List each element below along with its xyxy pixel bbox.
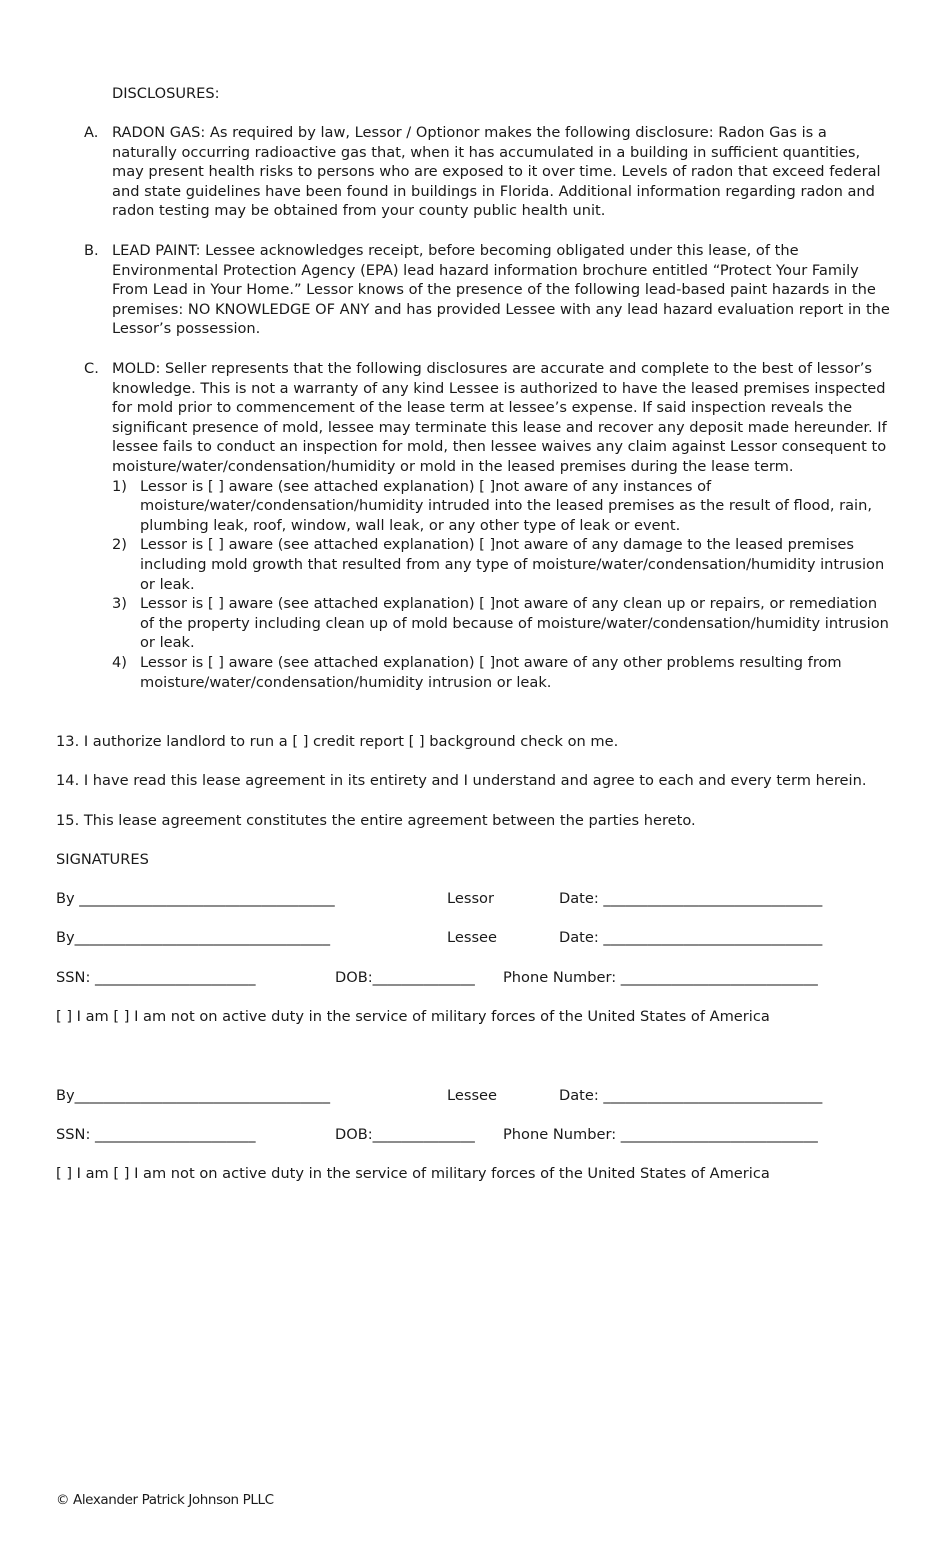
disclosure-label: A. (84, 124, 99, 141)
disclosure-lead-paint (84, 241, 894, 339)
clause-15: 15. This lease agreement constitutes the entire agreement between the parties hereto. (56, 812, 696, 829)
clause-14: 14. I have read this lease agreement in its entirety and I understand and agree to each and every term herein. (56, 772, 867, 789)
lessee2-dob-line[interactable]: DOB:______________ (335, 1126, 475, 1143)
mold-sub-item-3 (112, 594, 894, 653)
lessee2-ssn-line[interactable]: SSN: ______________________ (56, 1126, 256, 1143)
disclosure-text: RADON GAS: As required by law, Lessor / Optionor makes the following disclosure: Radon Gas is a naturally occurring radioactive gas that, when it has accumulated in a building in sufficient quantities, may present health risks to persons who are exposed to it over time. Levels of radon that exceed federal and state guidelines have been found in buildings in Florida. Additional information regarding radon and radon testing may be obtained from your county public health unit. (112, 124, 881, 220)
sub-item-number: 2) (112, 536, 127, 554)
lessor-date-line[interactable]: Date: ______________________________ (559, 890, 823, 907)
mold-sub-item-4 (112, 653, 894, 692)
sub-item-number: 3) (112, 595, 127, 613)
lessee2-signature-line[interactable]: By___________________________________ (56, 1087, 331, 1104)
lessee1-military-status: [ ] I am [ ] I am not on active duty in the service of military forces of the United States of America (56, 1008, 770, 1025)
clause-13: 13. I authorize landlord to run a [ ] credit report [ ] background check on me. (56, 733, 619, 750)
lessee1-role-label: Lessee (447, 929, 498, 946)
lessee2-military-status: [ ] I am [ ] I am not on active duty in the service of military forces of the United States of America (56, 1165, 770, 1182)
lessee1-signature-line[interactable]: By___________________________________ (56, 929, 331, 946)
lessor-signature-line[interactable]: By ___________________________________ (56, 890, 335, 907)
disclosure-text: LEAD PAINT: Lessee acknowledges receipt, before becoming obligated under this lease, of the Environmental Protection Agency (EPA) lead hazard information brochure entitled “Protect Your Family From Lead in Your Home.” Lessor knows of the presence of the following lead-based paint hazards in the premises: NO KNOWLEDGE OF ANY and has provided Lessee with any lead hazard evaluation report in the Lessor’s possession. (112, 242, 890, 338)
sub-item-text: Lessor is [ ] aware (see attached explanation) [ ]not aware of any damage to the leased premises including mold growth that resulted from any type of moisture/water/condensation/humidity intrusion or leak. (140, 536, 885, 593)
lessee2-phone-line[interactable]: Phone Number: ___________________________ (503, 1126, 818, 1143)
lessee1-date-line[interactable]: Date: ______________________________ (559, 929, 823, 946)
copyright-footer: © Alexander Patrick Johnson PLLC (56, 1492, 274, 1508)
lessee1-phone-line[interactable]: Phone Number: ___________________________ (503, 969, 818, 986)
lessee2-date-line[interactable]: Date: ______________________________ (559, 1087, 823, 1104)
signatures-heading: SIGNATURES (56, 851, 149, 868)
lessee2-role-label: Lessee (447, 1087, 498, 1104)
disclosure-mold (84, 359, 894, 692)
lessor-role-label: Lessor (447, 890, 494, 907)
sub-item-text: Lessor is [ ] aware (see attached explanation) [ ]not aware of any other problems resulting from moisture/water/condensation/humidity intrusion or leak. (140, 653, 842, 691)
sub-item-number: 1) (112, 477, 127, 495)
disclosure-label: B. (84, 242, 99, 259)
mold-sub-item-1 (112, 477, 894, 536)
lessee1-ssn-line[interactable]: SSN: ______________________ (56, 969, 256, 986)
disclosure-label: C. (84, 360, 99, 377)
sub-item-text: Lessor is [ ] aware (see attached explanation) [ ]not aware of any clean up or repairs, or remediation of the property including clean up of mold because of moisture/water/condensation/humidity intrusion or leak. (140, 595, 889, 652)
sub-item-number: 4) (112, 653, 127, 671)
disclosure-text: MOLD: Seller represents that the following disclosures are accurate and complete to the best of lessor’s knowledge. This is not a warranty of any kind Lessee is authorized to have the leased premises inspected for mold prior to commencement of the lease term at lessee’s expense. If said inspection reveals the significant presence of mold, lessee may terminate this lease and recover any deposit made hereunder. If lessee fails to conduct an inspection for mold, then lessee waives any claim against Lessor consequent to moisture/water/condensation/humidity or mold in the leased premises during the lease term. (112, 360, 887, 475)
disclosures-heading: DISCLOSURES: (112, 85, 220, 102)
disclosure-radon (84, 123, 894, 221)
sub-item-text: Lessor is [ ] aware (see attached explanation) [ ]not aware of any instances of moisture/water/condensation/humidity intruded into the leased premises as the result of flood, rain, plumbing leak, roof, window, wall leak, or any other type of leak or event. (140, 477, 873, 534)
lessee1-dob-line[interactable]: DOB:______________ (335, 969, 475, 986)
mold-sub-item-2 (112, 535, 894, 594)
